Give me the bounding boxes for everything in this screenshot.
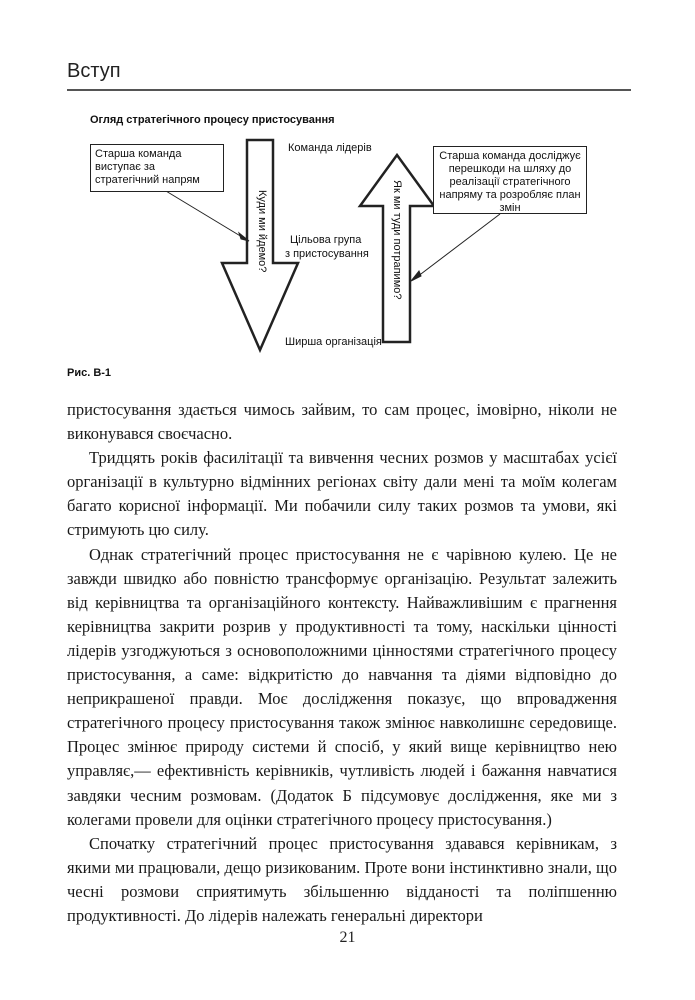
body-text [67, 398, 617, 928]
paragraph: Тридцять років фасилітації та вивчення чесних розмов у масштабах усієї організації в культурно відмінних регіонах світу дали мені та моїм колегам багато корисної інформації. Ми побачили силу таких розмов та умови, які стримують цю силу. [67, 448, 617, 540]
section-title: Вступ [67, 60, 121, 82]
middle-label-line1: Цільова група [290, 234, 362, 246]
paragraph: Однак стратегічний процес пристосування не є чарівною кулею. Це не завжди швидко або повністю трансформує організацію. Результат залежить від керівництва та організаційного контексту. Найважливішим є прагнення керівництва закрити розрив у продуктивності та тому, наскільки цінності лідерів узгоджуються з основоположними цінностями стратегічного процесу пристосування, а саме: відкритістю до навчання та діями відповідно до неприкрашеної правди. Моє дослідження показує, що впровадження стратегічного процесу пристосування також змінює навколишнє середовище. Процес змінює природу системи й спосіб, у який вище керівництво нею управляє,— ефективність керівників, чутливість людей і бажання навчатися завдяки чесним розмовам. (Додаток Б підсумовує дослідження, яке ми з колегами провели для оцінки стратегічного процесу пристосування.) [67, 544, 617, 829]
paragraph: Спочатку стратегічний процес пристосування здавався керівникам, з якими ми працювали, дещо ризикованим. Проте вони інстинктивно знали, що чесні розмови сприятимуть збільшенню відданості та поліпшенню продуктивності. До лідерів належать генеральні директори [67, 833, 617, 925]
paragraph: пристосування здається чимось зайвим, то сам процес, імовірно, ніколи не виконувався своєчасно. [67, 400, 617, 444]
down-arrow-text: Куди ми йдемо? [256, 190, 268, 273]
figure-caption: Огляд стратегічного процесу пристосування [90, 114, 335, 126]
up-arrow-text: Як ми туди потрапимо? [391, 180, 403, 300]
top-label: Команда лідерів [288, 142, 372, 154]
middle-label-line2: з пристосування [285, 248, 369, 260]
header-divider [67, 89, 631, 91]
left-box: Старша команда виступає за стратегічний напрям [90, 144, 224, 192]
page-number: 21 [339, 929, 356, 946]
right-connector [413, 214, 500, 280]
bottom-label: Ширша організація [285, 336, 382, 348]
right-box: Старша команда досліджує перешкоди на шляху до реалізації стратегічного напряму та розробляє план змін [433, 146, 587, 214]
process-diagram [0, 130, 695, 370]
figure-label: Рис. В-1 [67, 367, 112, 379]
left-connector [156, 185, 247, 240]
right-connector-head [411, 271, 421, 281]
